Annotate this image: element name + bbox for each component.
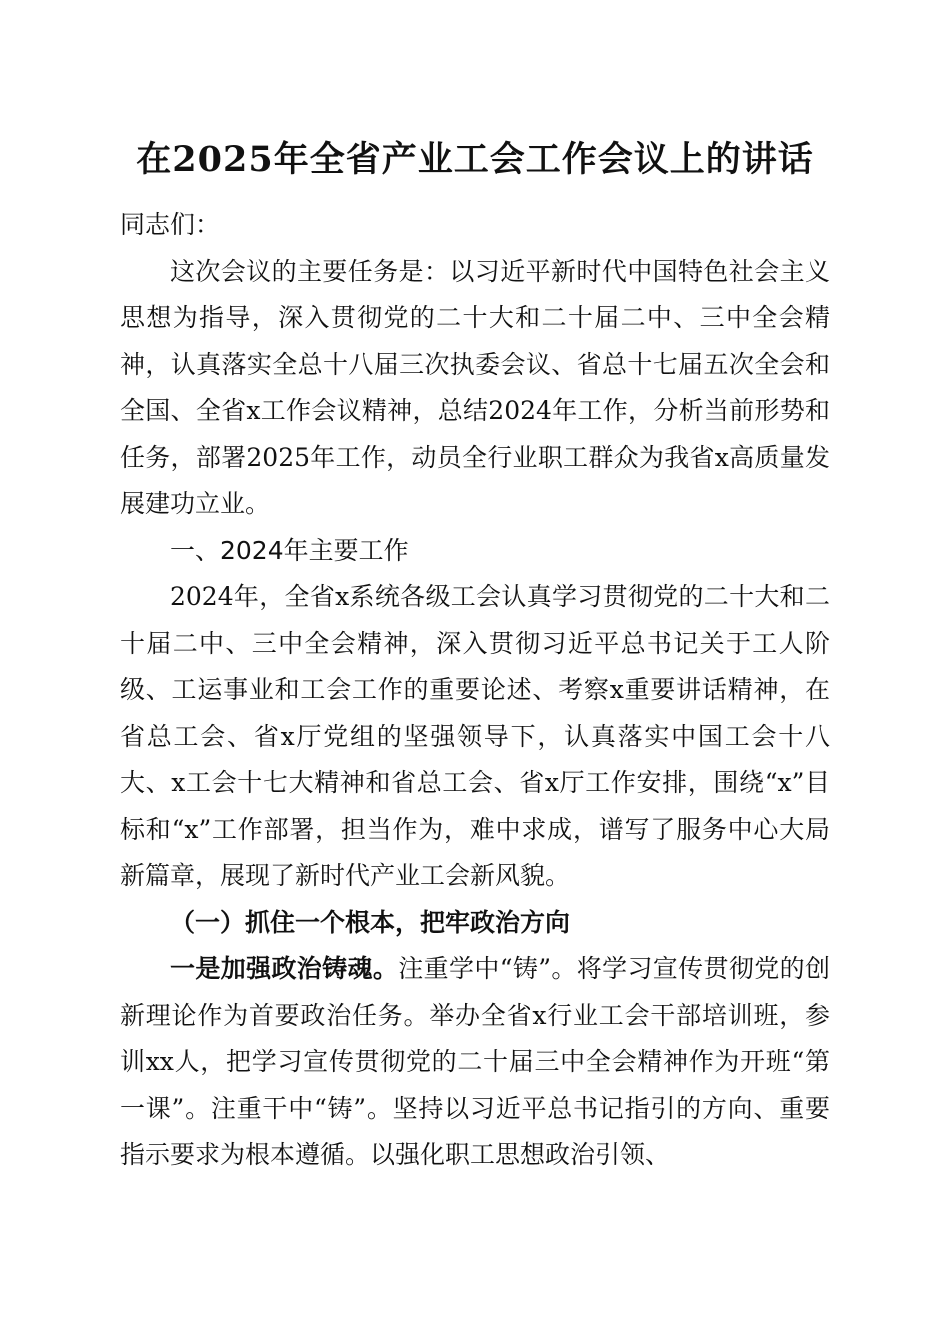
point1-lead: 一是加强政治铸魂。 — [170, 954, 399, 983]
subsection-heading-1: （一）抓住一个根本，把牢政治方向 — [170, 907, 571, 937]
salutation: 同志们： — [120, 210, 221, 239]
document-title: 在2025年全省产业工会工作会议上的讲话 — [136, 139, 814, 180]
point1-text: 注重学中“铸”。将学习宣传贯彻党的创新理论作为首要政治任务。举办全省x行业工会干部培训班，参训xx人，把学习宣传贯彻党的二十届三中全会精神作为开班“第一课”。注重干中“铸”。坚持以习近平总书记指引的方向、重要指示要求为根本遵循。以强化职工思想政治引领、 — [120, 954, 830, 1169]
point1-paragraph — [120, 946, 830, 1179]
intro-paragraph: 这次会议的主要任务是：以习近平新时代中国特色社会主义思想为指导，深入贯彻党的二十大和二十届二中、三中全会精神，认真落实全总十八届三次执委会议、省总十七届五次全会和全国、全省x工作会议精神，总结2024年工作，分析当前形势和任务，部署2025年工作，动员全行业职工群众为我省x高质量发展建功立业。 — [120, 256, 830, 518]
section-heading-1: 一、2024年主要工作 — [170, 535, 409, 565]
document-body — [120, 202, 830, 1179]
section1-paragraph: 2024年，全省x系统各级工会认真学习贯彻党的二十大和二十届二中、三中全会精神，深入贯彻习近平总书记关于工人阶级、工运事业和工会工作的重要论述、考察x重要讲话精神，在省总工会、省x厅党组的坚强领导下，认真落实中国工会十八大、x工会十七大精神和省总工会、省x厅工作安排，围绕“x”目标和“x”工作部署，担当作为，难中求成，谱写了服务中心大局新篇章，展现了新时代产业工会新风貌。 — [120, 582, 830, 890]
